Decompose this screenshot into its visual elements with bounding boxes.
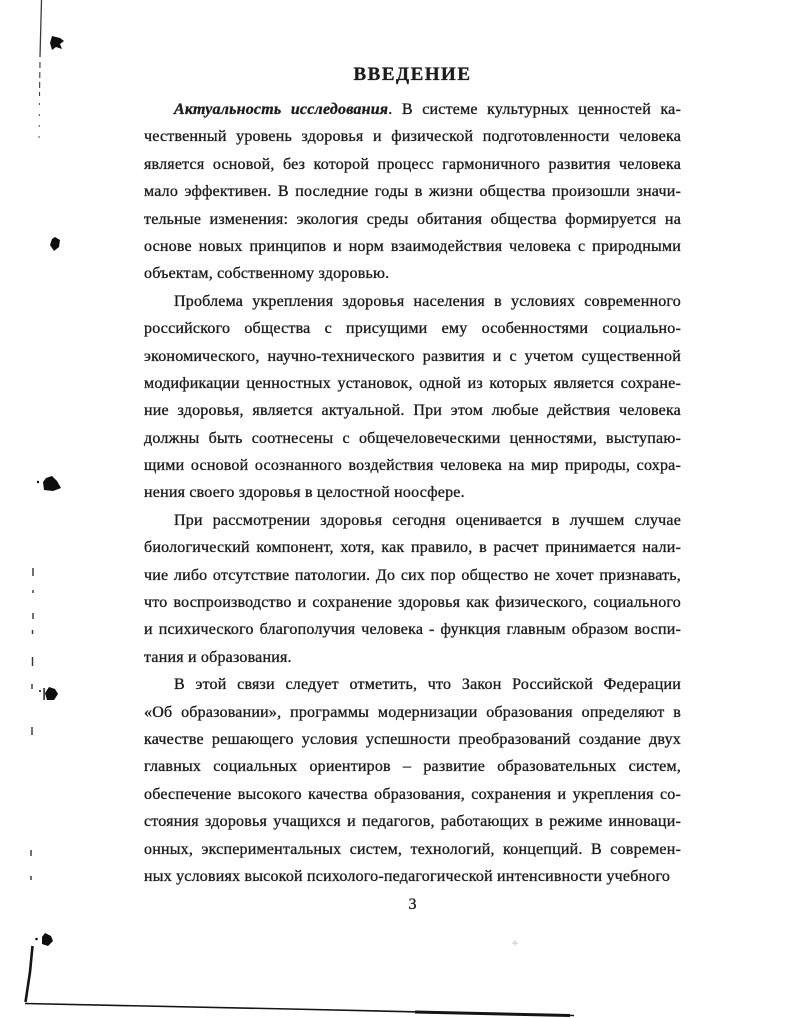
- text-line: тания и образования.: [144, 648, 292, 666]
- ink-dot: [39, 690, 41, 692]
- text-line: тельные изменения: экология среды обитания общества формируется на: [144, 210, 681, 228]
- document-body: [144, 96, 681, 890]
- text-line: главных социальных ориентиров – развитие образовательных систем,: [144, 758, 681, 776]
- ink-blot: [43, 476, 61, 491]
- text-line: обеспечение высокого качества образования, сохранения и укрепления со-: [144, 785, 681, 803]
- text-line: ние здоровья, является актуальной. При этом любые действия человека: [144, 402, 681, 420]
- page-edge-line-top-left: [39, 0, 42, 142]
- text-line: что воспроизводство и сохранение здоровья как физического, социального: [144, 594, 681, 612]
- text-line: «Об образовании», программы модернизации образования определяют в: [144, 703, 681, 721]
- page-edge-dashes-left: [31, 568, 33, 880]
- text-line: качестве решающего условия успешности преобразований создание двух: [144, 730, 681, 748]
- text-line: Проблема укрепления здоровья населения в условиях современного: [174, 292, 681, 310]
- page-title: ВВЕДЕНИЕ: [353, 64, 472, 85]
- text-line: должны быть соотнесены с общечеловеческими ценностями, выступаю-: [144, 429, 681, 447]
- ink-tick: [43, 688, 44, 700]
- faint-smudge: [512, 940, 518, 946]
- text-line: биологический компонент, хотя, как правило, в расчет принимается нали-: [144, 539, 681, 557]
- text-line: Актуальность исследования. В системе культурных ценностей ка-: [174, 101, 682, 118]
- text-line: объектам, собственному здоровью.: [144, 265, 390, 283]
- text-line: В этой связи следует отметить, что Закон Российской Федерации: [174, 676, 681, 694]
- paragraph: [144, 288, 681, 507]
- page-number: 3: [408, 896, 417, 913]
- text-line: основе новых принципов и норм взаимодействия человека с природными: [144, 237, 681, 255]
- ink-blot: [50, 36, 64, 50]
- text-line: При рассмотрении здоровья сегодня оценивается в лучшем случае: [174, 511, 681, 529]
- paragraph-lead: Актуальность исследования: [174, 101, 389, 118]
- text-line: российского общества с присущими ему особенностями социально-: [144, 320, 681, 338]
- text-line: нения своего здоровья в целостной ноосфере.: [144, 484, 465, 502]
- page-edge-border-bottom-left: [25, 946, 574, 1016]
- paragraph: [144, 507, 681, 671]
- ink-blots: [35, 36, 64, 946]
- text-line: чественный уровень здоровья и физической подготовленности человека: [144, 128, 681, 146]
- text-line: ных условиях высокой психолого-педагогической интенсивности учебного: [144, 867, 671, 885]
- text-line: стояния здоровья учащихся и педагогов, работающих в режиме инноваци-: [144, 813, 681, 831]
- text-line: модификации ценностных установок, одной из которых является сохране-: [144, 374, 681, 392]
- document-content: [144, 62, 681, 890]
- text-line: чие либо отсутствие патологии. До сих пор общество не хочет признавать,: [144, 566, 681, 584]
- ink-blot: [45, 687, 58, 700]
- paragraph: [144, 96, 681, 288]
- text-line: мало эффективен. В последние годы в жизни общества произошли значи-: [144, 183, 681, 201]
- ink-blot: [42, 933, 53, 946]
- text-line: щими основой осознанного воздействия человека на мир природы, сохра-: [144, 457, 681, 475]
- text-line: онных, экспериментальных систем, технологий, концепций. В современ-: [144, 840, 681, 858]
- text-line: и психического благополучия человека - функция главным образом воспи-: [144, 621, 681, 639]
- ink-blot: [50, 237, 60, 251]
- text-line: экономического, научно-технического развития и с учетом существенной: [144, 347, 681, 365]
- ink-dot: [35, 938, 38, 941]
- ink-dot: [37, 481, 39, 483]
- text-line: является основой, без которой процесс гармоничного развития человека: [144, 155, 681, 173]
- paragraph: [144, 671, 681, 890]
